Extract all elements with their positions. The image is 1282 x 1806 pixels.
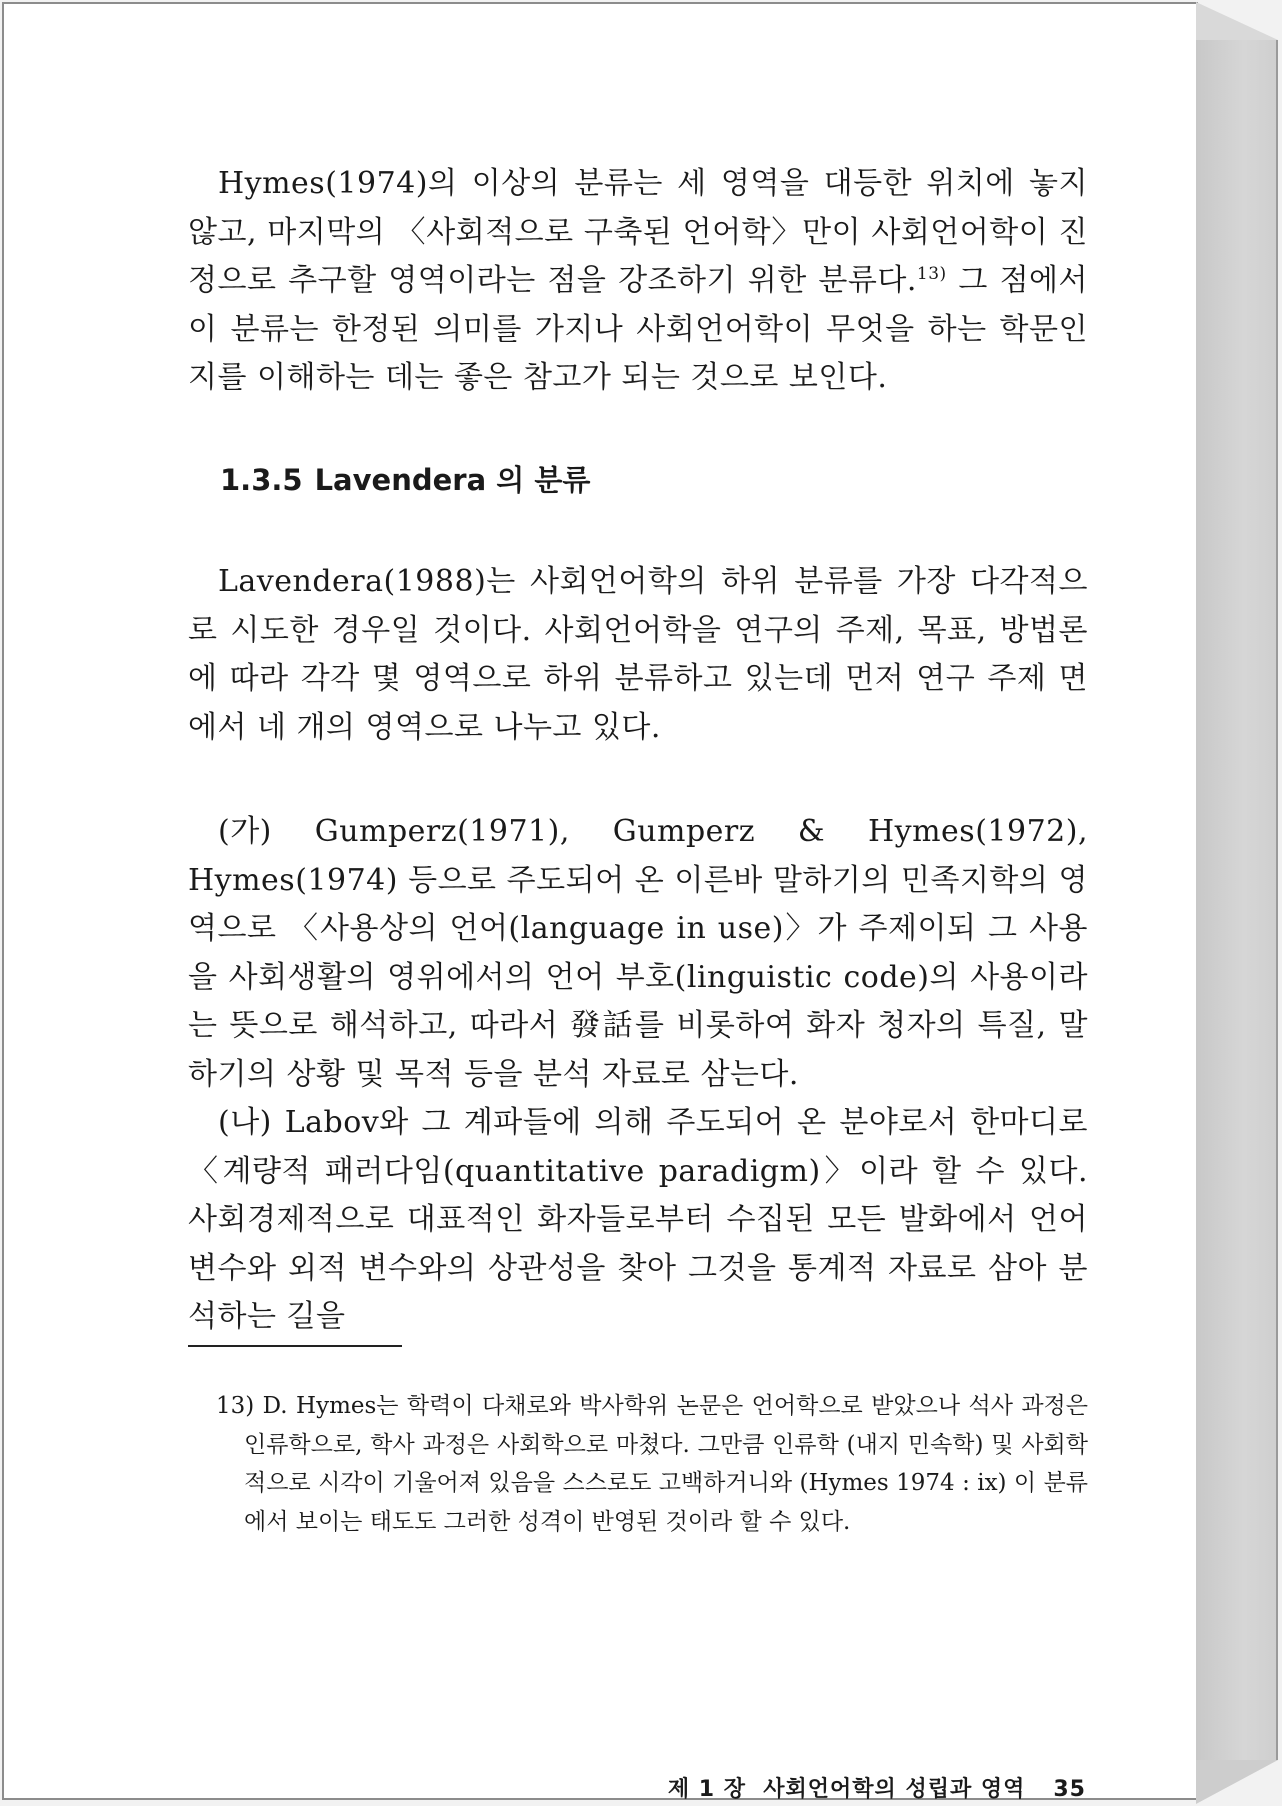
running-footer (668, 1772, 1086, 1803)
paragraph-hymes (188, 160, 1088, 403)
footnote-ref-13: 13) (916, 264, 947, 284)
paragraph-hymes-tail: 그 점에서 이 분류는 한정된 의미를 가지나 사회언어학이 무엇을 하는 학문인지를 이해하는 데는 좋은 참고가 되는 것으로 보인다. (188, 263, 1089, 395)
footnote-divider (188, 1345, 402, 1347)
list-item-na: (나) Labov와 그 계파들에 의해 주도되어 온 분야로서 한마디로 〈계량적 패러다임(quantitative paradigm)〉이라 할 수 있다. 사회경제적으로 대표적인 화자들로부터 수집된 모든 발화에서 언어 변수와 외적 변수와의 상관성을 찾아 그것을 통계적 자료로 삼아 분석하는 길을 (188, 1105, 1088, 1334)
paragraph-lavendera: Lavendera(1988)는 사회언어학의 하위 분류를 가장 다각적으로 시도한 경우일 것이다. 사회언어학을 연구의 주제, 목표, 방법론에 따라 각각 몇 영역으로 하위 분류하고 있는데 먼저 연구 주제 면에서 네 개의 영역으로 나누고 있다. (188, 564, 1088, 745)
section-heading (188, 458, 590, 499)
page-edge-side (1196, 40, 1278, 1760)
chapter-title: 제 1 장 사회언어학의 성립과 영역 (667, 1777, 1026, 1802)
page-edge-top (1196, 2, 1278, 40)
page-number: 35 (1053, 1777, 1086, 1802)
footnote-13: 13) D. Hymes는 학력이 다채로와 박사학위 논문은 언어학으로 받았으나 석사 과정은 인류학으로, 학사 과정은 사회학으로 마쳤다. 그만큼 인류학 (내지 민속학) 및 사회학적으로 시각이 기울어져 있음을 스스로도 고백하거니와 (Hymes 1974 : ix) 이 분류에서 보이는 태도도 그러한 성격이 반영된 것이라 할 수 있다. (216, 1393, 1088, 1535)
paragraph-hymes-text: Hymes(1974)의 이상의 분류는 세 영역을 대등한 위치에 놓지 않고, 마지막의 〈사회적으로 구축된 언어학〉만이 사회언어학이 진정으로 추구할 영역이라는 점을 강조하기 위한 분류다. (188, 166, 1088, 298)
list-item-ga: (가) Gumperz(1971), Gumperz & Hymes(1972), Hymes(1974) 등으로 주도되어 온 이른바 말하기의 민족지학의 영역으로 〈사용상의 언어(language in use)〉가 주제이되 그 사용을 사회생활의 영위에서의 언어 부호(linguistic code)의 사용이라는 뜻으로 해석하고, 따라서 發話를 비롯하여 화자 청자의 특질, 말하기의 상황 및 목적 등을 분석 자료로 삼는다. (188, 814, 1088, 1092)
section-title: Lavendera 의 분류 (314, 463, 591, 497)
section-number: 1.3.5 (220, 463, 303, 497)
page-edge-bottom (1196, 1760, 1278, 1804)
